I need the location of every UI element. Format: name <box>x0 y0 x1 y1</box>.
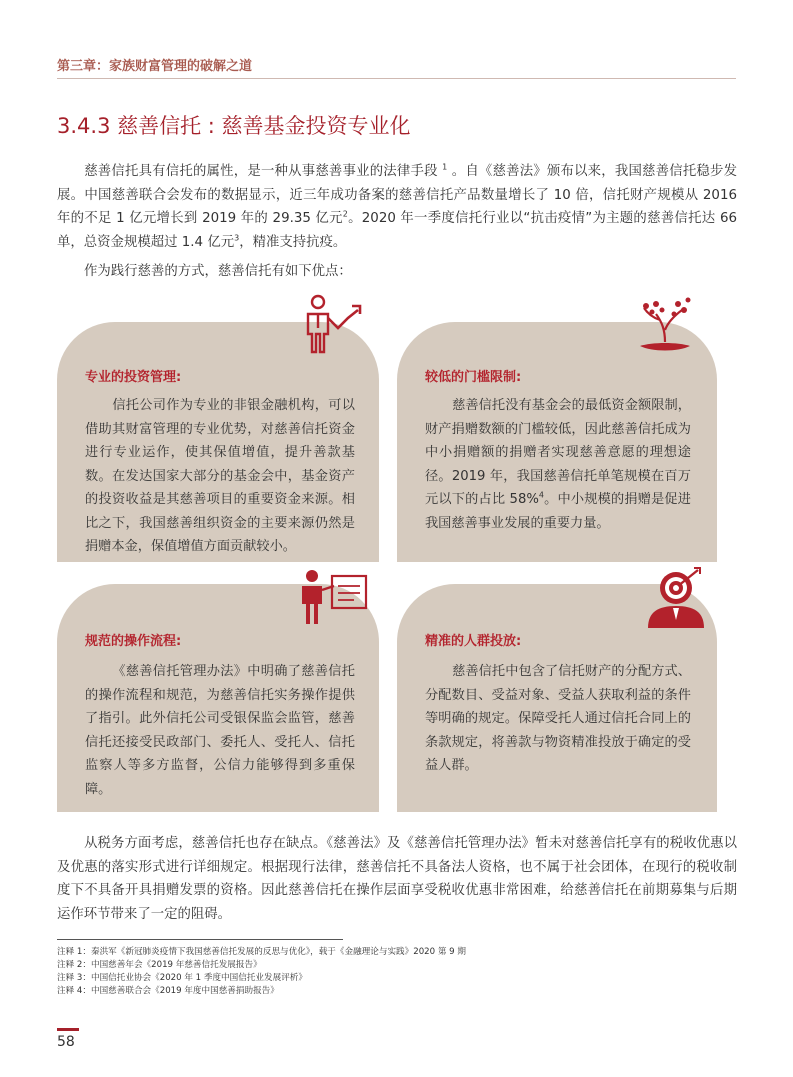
footnote-ref-2: 2 <box>342 209 348 219</box>
intro-paragraph-2: 作为践行慈善的方式，慈善信托有如下优点： <box>84 264 352 279</box>
tree-hand-icon <box>632 290 698 354</box>
section-title: 3.4.3 慈善信托 : 慈善基金投资专业化 <box>57 114 411 138</box>
footnotes <box>57 946 466 998</box>
card-body: 慈善信托没有基金会的最低资金额限制，财产捐赠数额的门槛较低，因此慈善信托成为中小捐赠额的捐赠者实现慈善意愿的理想途径。2019 年，我国慈善信托单笔规模在百万元以下的占比 58%$^4$。中小规模的捐赠是促进我国慈善事业发展的重要力量。 <box>425 398 691 531</box>
page-number: 58 <box>57 1034 75 1050</box>
footnote-ref-4: 4 <box>538 490 544 500</box>
footnote-ref-1: 1 <box>442 162 448 172</box>
header-divider <box>57 78 736 79</box>
card-title: 精准的人群投放: <box>425 634 522 649</box>
target-person-icon <box>644 566 708 630</box>
footnote-4: 注释 4：中国慈善联合会《2019 年度中国慈善捐助报告》 <box>57 986 279 996</box>
outro-paragraph: 从税务方面考虑，慈善信托也存在缺点。《慈善法》及《慈善信托管理办法》暂未对慈善信托享有的税收优惠以及优惠的落实形式进行详细规定。根据现行法律，慈善信托不具备法人资格，也不属于社会团体，在现行的税收制度下不具备开具捐赠发票的资格。因此慈善信托在操作层面享受税收优惠非常困难，给慈善信托在前期募集与后期运作环节带来了一定的阻碍。 <box>57 836 737 922</box>
footnote-1: 注释 1：秦洪军《新冠肺炎疫情下我国慈善信托发展的反思与优化》，载于《金融理论与实践》2020 第 9 期 <box>57 947 466 957</box>
card-body: 慈善信托中包含了信托财产的分配方式、分配数目、受益对象、受益人获取利益的条件等明确的规定。保障受托人通过信托合同上的条款规定，将善款与物资精准投放于确定的受益人群。 <box>425 664 691 773</box>
footnote-ref-3: 3 <box>234 233 240 243</box>
presenter-growth-icon <box>296 292 368 356</box>
card-title: 专业的投资管理: <box>85 370 182 385</box>
page-number-rule <box>57 1028 79 1031</box>
footnote-2: 注释 2：中国慈善年会《2019 年慈善信托发展报告》 <box>57 960 262 970</box>
intro-paragraph: 慈善信托具有信托的属性，是一种从事慈善事业的法律手段 $^1$ 。自《慈善法》颁布以来，我国慈善信托稳步发展。中国慈善联合会发布的数据显示，近三年成功备案的慈善信托产品数量增长了 10 倍，信托财产规模从 2016 年的不足 1 亿元增长到 2019 年的 29.35 亿元$^2$。2020 年一季度信托行业以“抗击疫情”为主题的慈善信托达 66 单，总资金规模超过 1.4 亿元$^3$，精准支持抗疫。 <box>57 162 738 250</box>
card-body: 信托公司作为专业的非银金融机构，可以借助其财富管理的专业优势，对慈善信托资金进行专业运作，使其保值增值，提升善款基数。在发达国家大部分的基金会中，基金资产的投资收益是其慈善项目的重要资金来源。相比之下，我国慈善组织资金的主要来源仍然是捐赠本金，保值增值方面贡献较小。 <box>85 398 355 554</box>
card-title: 较低的门槛限制: <box>425 370 522 385</box>
card-body: 《慈善信托管理办法》中明确了慈善信托的操作流程和规范，为慈善信托实务操作提供了指引。此外信托公司受银保监会监管，慈善信托还接受民政部门、委托人、受托人、信托监察人等多方监督，公信力能够得到多重保障。 <box>85 664 355 797</box>
footnote-divider <box>57 939 343 940</box>
chapter-header: 第三章：家族财富管理的破解之道 <box>57 59 253 74</box>
footnote-3: 注释 3：中国信托业协会《2020 年 1 季度中国信托业发展评析》 <box>57 973 307 983</box>
presenter-board-icon <box>298 568 370 628</box>
card-title: 规范的操作流程: <box>85 634 182 649</box>
